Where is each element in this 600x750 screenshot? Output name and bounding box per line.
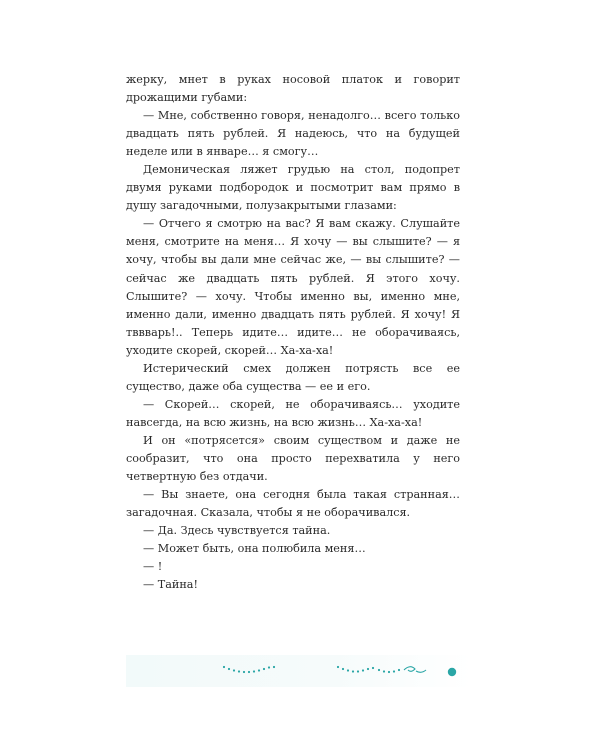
- paragraph: — Вы знаете, она сегодня была такая странная… загадочная. Сказала, чтобы я не оборачивался.: [126, 488, 460, 520]
- wave-dots-ornament-icon: [126, 655, 472, 687]
- paragraph: — Мне, собственно говоря, ненадолго… всего только двадцать пять рублей. Я надеюсь, что на будущей неделе или в январе… я смогу…: [126, 109, 460, 159]
- paragraph: — Да. Здесь чувствуется тайна.: [143, 524, 331, 538]
- paragraph: — Отчего я смотрю на вас? Я вам скажу. Слушайте меня, смотрите на меня… Я хочу — вы слышите? — я хочу, чтобы вы дали мне сейчас же, — вы слышите? — сейчас же двадцать пять рублей. Я этого хочу. Слышите? — хочу. Чтобы именно вы, именно мне, именно дали, именно двадцать пять рублей. Я хочу! Я тввварь!.. Теперь идите… идите… не оборачиваясь, уходите скорей, скорей… Ха-ха-ха!: [126, 217, 460, 357]
- paragraph: — !: [143, 560, 163, 574]
- footer-band: [126, 655, 472, 687]
- paragraph: И он «потрясется» своим существом и даже не сообразит, что она просто перехватила у него четвертную без отдачи.: [126, 433, 460, 484]
- paragraph: — Тайна!: [143, 578, 198, 592]
- paragraph: Истерический смех должен потрясть все ее существо, даже оба существа — ее и его.: [126, 361, 460, 393]
- paragraph: — Может быть, она полюбила меня…: [143, 542, 366, 556]
- paragraph: жерку, мнет в руках носовой платок и говорит дрожащими губами:: [126, 73, 460, 105]
- paragraph: — Скорей… скорей, не оборачиваясь… уходите навсегда, на всю жизнь, на всю жизнь… Ха-ха-ха!: [126, 397, 460, 429]
- page-text: [126, 71, 460, 594]
- paragraph: Демоническая ляжет грудью на стол, подопрет двумя руками подбородок и посмотрит вам прямо в душу загадочными, полузакрытыми глазами:: [126, 163, 460, 213]
